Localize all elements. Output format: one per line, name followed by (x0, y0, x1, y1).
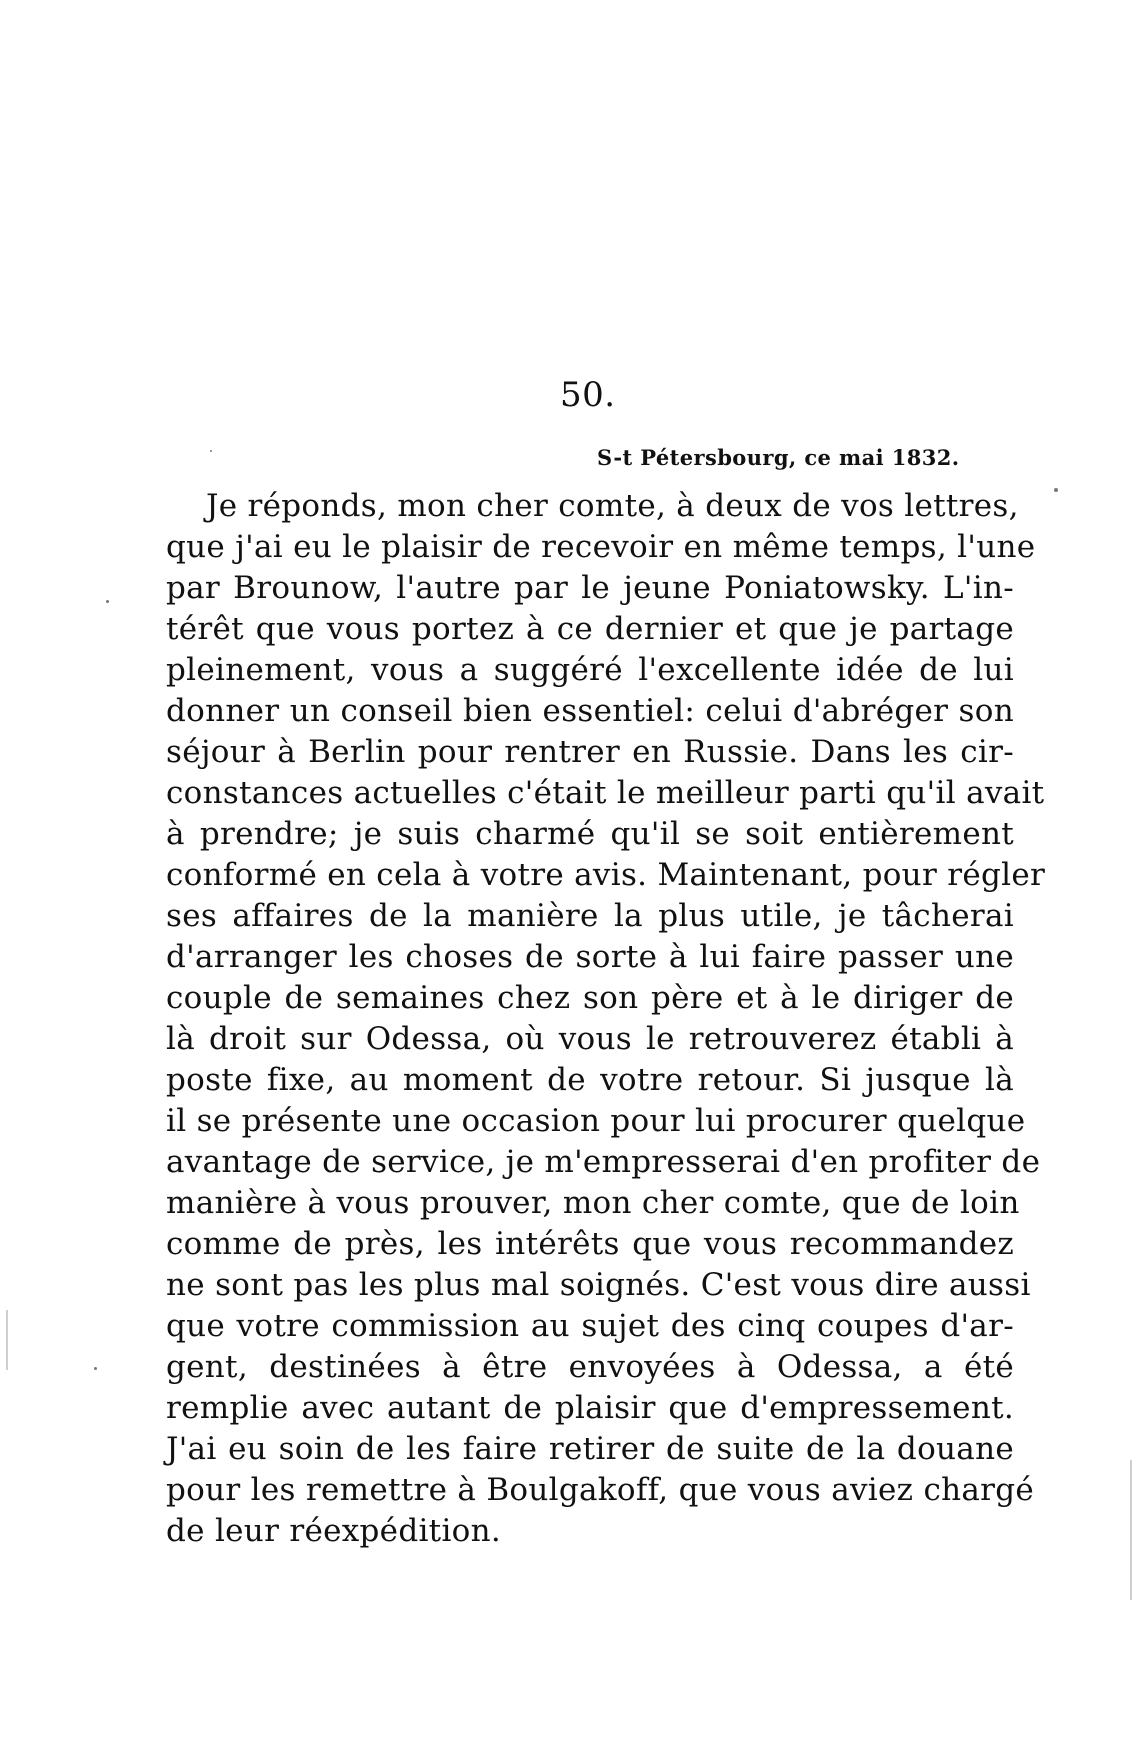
text-line: conformé en cela à votre avis. Maintenant, pour régler (166, 857, 1046, 893)
text-line: il se présente une occasion pour lui procurer quelque (166, 1103, 1026, 1139)
text-line: avantage de service, je m'empresserai d'en profiter de (166, 1144, 1041, 1180)
text-line: remplie avec autant de plaisir que d'empressement. (166, 1390, 1014, 1426)
letter-body (166, 486, 1046, 1552)
text-line: constances actuelles c'était le meilleur parti qu'il avait (166, 775, 1045, 811)
text-line: d'arranger les choses de sorte à lui faire passer une (166, 939, 1014, 975)
text-line: manière à vous prouver, mon cher comte, que de loin (166, 1185, 1020, 1221)
text-line: là droit sur Odessa, où vous le retrouverez établi à (166, 1021, 1014, 1057)
text-line: que j'ai eu le plaisir de recevoir en même temps, l'une (166, 529, 1036, 565)
scan-edge-mark (6, 1310, 8, 1370)
letter-number: 50. (560, 375, 616, 415)
text-line: à prendre; je suis charmé qu'il se soit entièrement (166, 816, 1014, 852)
text-line: pour les remettre à Boulgakoff, que vous aviez chargé (166, 1472, 1035, 1508)
dateline: S-t Pétersbourg, ce mai 1832. (597, 445, 960, 470)
text-line: par Brounow, l'autre par le jeune Poniatowsky. L'in- (166, 570, 1014, 606)
text-line: comme de près, les intérêts que vous recommandez (166, 1226, 1014, 1262)
scan-speck (210, 450, 212, 452)
text-line: donner un conseil bien essentiel: celui d'abréger son (166, 693, 1014, 729)
scan-speck (1054, 488, 1058, 492)
text-line: térêt que vous portez à ce dernier et que je partage (166, 611, 1014, 647)
text-line: poste fixe, au moment de votre retour. Si jusque là (166, 1062, 1014, 1098)
scan-speck (94, 1367, 97, 1370)
text-line: Je réponds, mon cher comte, à deux de vos lettres, (206, 488, 1019, 524)
text-line: J'ai eu soin de les faire retirer de suite de la douane (166, 1431, 1014, 1467)
scan-edge-mark (1130, 1460, 1132, 1600)
text-line: que votre commission au sujet des cinq coupes d'ar- (166, 1308, 1014, 1344)
text-line: séjour à Berlin pour rentrer en Russie. Dans les cir- (166, 734, 1014, 770)
text-line: ne sont pas les plus mal soignés. C'est vous dire aussi (166, 1267, 1031, 1303)
text-line: de leur réexpédition. (166, 1513, 502, 1549)
scan-speck (106, 600, 109, 603)
text-line: couple de semaines chez son père et à le diriger de (166, 980, 1014, 1016)
text-line: pleinement, vous a suggéré l'excellente idée de lui (166, 652, 1014, 688)
text-line: gent, destinées à être envoyées à Odessa, a été (166, 1349, 1014, 1385)
text-line: ses affaires de la manière la plus utile, je tâcherai (166, 898, 1014, 934)
